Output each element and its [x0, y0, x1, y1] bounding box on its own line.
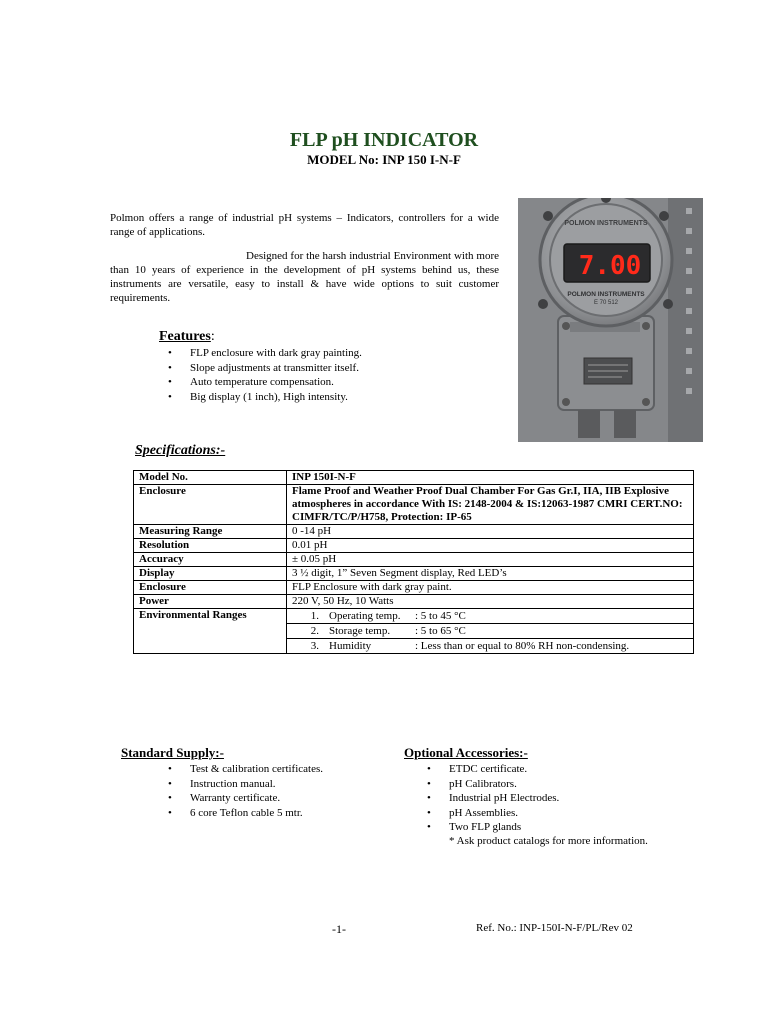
table-row — [134, 595, 694, 609]
spec-key: Accuracy — [134, 553, 287, 567]
table-row — [134, 553, 694, 567]
spec-key: Model No. — [134, 471, 287, 485]
standard-supply-heading: Standard Supply:- — [121, 745, 224, 760]
list-item: • pH Assemblies. — [423, 806, 723, 821]
optional-accessories-list — [423, 762, 723, 835]
spec-value: 3 ½ digit, 1” Seven Segment display, Red LED’s — [287, 567, 694, 581]
env-item-number: 3. — [310, 640, 319, 652]
features-heading-colon: : — [210, 329, 215, 344]
plate-label: POLMON INSTRUMENTS — [567, 291, 645, 298]
spec-key: Environmental Ranges — [134, 609, 287, 654]
spec-value: 0.01 pH — [287, 539, 694, 553]
environmental-ranges — [287, 609, 694, 654]
list-item: • Auto temperature compensation. — [164, 375, 504, 390]
env-item-name: Storage temp. — [329, 625, 391, 637]
list-item: • Industrial pH Electrodes. — [423, 791, 723, 806]
table-row — [134, 525, 694, 539]
list-item: • FLP enclosure with dark gray painting. — [164, 346, 504, 361]
table-row — [134, 471, 694, 485]
table-row — [134, 581, 694, 595]
spec-key: Enclosure — [134, 581, 287, 595]
table-row — [134, 567, 694, 581]
env-item-number: 2. — [310, 625, 319, 637]
spec-key: Resolution — [134, 539, 287, 553]
model-number: MODEL No: INP 150 I-N-F — [307, 152, 461, 167]
flp-indicator-image — [518, 198, 703, 442]
list-item: • Slope adjustments at transmitter itself. — [164, 361, 504, 376]
list-item: • pH Calibrators. — [423, 777, 723, 792]
optional-accessories-heading: Optional Accessories:- — [404, 745, 528, 760]
plate-top-text: POLMON INSTRUMENTS — [564, 220, 648, 227]
features-heading — [159, 329, 215, 345]
features-heading-text: Features — [159, 329, 211, 344]
table-row — [134, 609, 694, 654]
intro-paragraph-1: Polmon offers a range of industrial pH systems – Indicators, controllers for a wide range of applications. — [110, 212, 499, 238]
env-item-name: Humidity — [329, 640, 372, 652]
features-list — [164, 346, 504, 404]
specifications-table — [133, 470, 694, 654]
spec-value: INP 150I-N-F — [287, 471, 694, 485]
spec-key: Enclosure — [134, 485, 287, 525]
document-title: FLP pH INDICATOR — [289, 129, 479, 151]
env-item — [287, 609, 693, 624]
spec-value: FLP Enclosure with dark gray paint. — [287, 581, 694, 595]
list-item: • Big display (1 inch), High intensity. — [164, 390, 504, 405]
intro-text — [110, 211, 499, 315]
spec-value: 0 -14 pH — [287, 525, 694, 539]
list-item: • 6 core Teflon cable 5 mtr. — [164, 806, 384, 821]
spec-value: 220 V, 50 Hz, 10 Watts — [287, 595, 694, 609]
spec-key: Measuring Range — [134, 525, 287, 539]
list-item: • Two FLP glands — [423, 820, 723, 835]
env-item-value: : Less than or equal to 80% RH non-condensing. — [415, 640, 630, 652]
catalog-note: * Ask product catalogs for more information. — [449, 835, 648, 847]
env-item — [287, 639, 693, 653]
env-item — [287, 624, 693, 639]
led-display-reading: 7.00 — [578, 251, 642, 281]
spec-key: Display — [134, 567, 287, 581]
table-row — [134, 539, 694, 553]
intro-paragraph-2: Designed for the harsh industrial Environment with more than 10 years of experience in the development of pH systems behind us, these instruments are versatile, easy to install & have wide options to suit customer requirements. — [110, 250, 499, 304]
list-item: • Instruction manual. — [164, 777, 384, 792]
list-item: • ETDC certificate. — [423, 762, 723, 777]
spec-value: Flame Proof and Weather Proof Dual Chamber For Gas Gr.I, IIA, IIB Explosive atmospheres in accordance With IS: 2148-2004 & IS:12063-1987 CMRI CERT.NO: CIMFR/TC/P/H758, Protection: IP-65 — [287, 485, 694, 525]
table-row — [134, 485, 694, 525]
list-item: • Test & calibration certificates. — [164, 762, 384, 777]
spec-key: Power — [134, 595, 287, 609]
env-item-value: : 5 to 65 °C — [415, 625, 466, 637]
page-number: -1- — [332, 922, 346, 936]
env-item-number: 1. — [310, 610, 319, 622]
list-item: • Warranty certificate. — [164, 791, 384, 806]
product-photo — [518, 198, 703, 442]
env-item-name: Operating temp. — [329, 610, 401, 622]
standard-supply-list — [164, 762, 384, 820]
reference-number: Ref. No.: INP-150I-N-F/PL/Rev 02 — [476, 922, 633, 934]
env-item-value: : 5 to 45 °C — [415, 610, 466, 622]
spec-value: ± 0.05 pH — [287, 553, 694, 567]
specifications-heading: Specifications:- — [135, 443, 226, 458]
plate-sub-label: E 70 512 — [593, 300, 619, 306]
